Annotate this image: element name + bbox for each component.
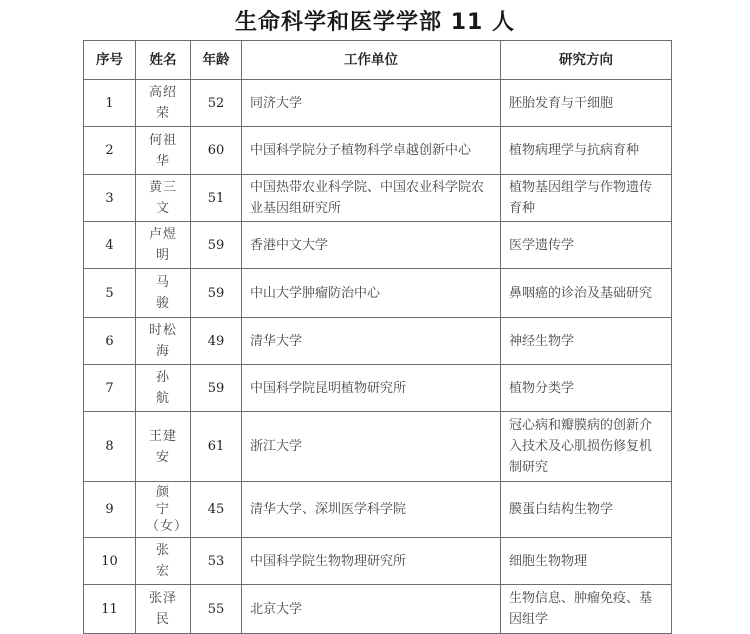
cell-name: 时松海 [136, 318, 191, 365]
cell-unit: 北京大学 [242, 585, 501, 634]
cell-no: 9 [84, 482, 136, 538]
academician-table [83, 40, 672, 634]
cell-field: 神经生物学 [501, 318, 672, 365]
cell-name: 高绍荣 [136, 80, 191, 127]
cell-age: 52 [191, 80, 242, 127]
cell-field: 胚胎发育与干细胞 [501, 80, 672, 127]
cell-age: 59 [191, 222, 242, 269]
cell-name: 颜 宁（女） [136, 482, 191, 538]
cell-no: 4 [84, 222, 136, 269]
cell-age: 45 [191, 482, 242, 538]
cell-unit: 中国科学院生物物理研究所 [242, 538, 501, 585]
table-row [84, 365, 672, 412]
cell-unit: 中国科学院分子植物科学卓越创新中心 [242, 127, 501, 175]
cell-field: 植物分类学 [501, 365, 672, 412]
cell-name: 黄三文 [136, 175, 191, 222]
table-row [84, 318, 672, 365]
table-row [84, 538, 672, 585]
cell-no: 1 [84, 80, 136, 127]
cell-no: 6 [84, 318, 136, 365]
table-header-row [84, 41, 672, 80]
cell-unit: 清华大学、深圳医学科学院 [242, 482, 501, 538]
cell-age: 49 [191, 318, 242, 365]
cell-field: 细胞生物物理 [501, 538, 672, 585]
header-unit: 工作单位 [242, 41, 501, 80]
cell-age: 51 [191, 175, 242, 222]
cell-name: 何祖华 [136, 127, 191, 175]
cell-field: 生物信息、肿瘤免疫、基因组学 [501, 585, 672, 634]
cell-field: 膜蛋白结构生物学 [501, 482, 672, 538]
cell-age: 59 [191, 269, 242, 318]
cell-name: 孙 航 [136, 365, 191, 412]
cell-no: 7 [84, 365, 136, 412]
cell-field: 医学遗传学 [501, 222, 672, 269]
cell-name: 卢煜明 [136, 222, 191, 269]
cell-no: 3 [84, 175, 136, 222]
table-row [84, 482, 672, 538]
cell-unit: 同济大学 [242, 80, 501, 127]
cell-no: 2 [84, 127, 136, 175]
table-row [84, 412, 672, 482]
cell-unit: 中国热带农业科学院、中国农业科学院农业基因组研究所 [242, 175, 501, 222]
cell-age: 61 [191, 412, 242, 482]
cell-no: 10 [84, 538, 136, 585]
cell-name: 马 骏 [136, 269, 191, 318]
cell-field: 鼻咽癌的诊治及基础研究 [501, 269, 672, 318]
cell-age: 60 [191, 127, 242, 175]
cell-name: 王建安 [136, 412, 191, 482]
cell-unit: 中国科学院昆明植物研究所 [242, 365, 501, 412]
table-row [84, 127, 672, 175]
table-row [84, 80, 672, 127]
cell-name: 张泽民 [136, 585, 191, 634]
header-age: 年龄 [191, 41, 242, 80]
header-no: 序号 [84, 41, 136, 80]
header-field: 研究方向 [501, 41, 672, 80]
cell-unit: 中山大学肿瘤防治中心 [242, 269, 501, 318]
cell-no: 5 [84, 269, 136, 318]
cell-name: 张 宏 [136, 538, 191, 585]
cell-unit: 浙江大学 [242, 412, 501, 482]
cell-no: 11 [84, 585, 136, 634]
cell-no: 8 [84, 412, 136, 482]
cell-unit: 清华大学 [242, 318, 501, 365]
cell-age: 59 [191, 365, 242, 412]
cell-field: 植物病理学与抗病育种 [501, 127, 672, 175]
table-row [84, 222, 672, 269]
table-row [84, 585, 672, 634]
header-name: 姓名 [136, 41, 191, 80]
table-row [84, 175, 672, 222]
page-title: 生命科学和医学学部 11 人 [235, 10, 515, 35]
cell-field: 植物基因组学与作物遗传育种 [501, 175, 672, 222]
cell-age: 53 [191, 538, 242, 585]
cell-unit: 香港中文大学 [242, 222, 501, 269]
table-row [84, 269, 672, 318]
cell-field: 冠心病和瓣膜病的创新介入技术及心肌损伤修复机制研究 [501, 412, 672, 482]
cell-age: 55 [191, 585, 242, 634]
